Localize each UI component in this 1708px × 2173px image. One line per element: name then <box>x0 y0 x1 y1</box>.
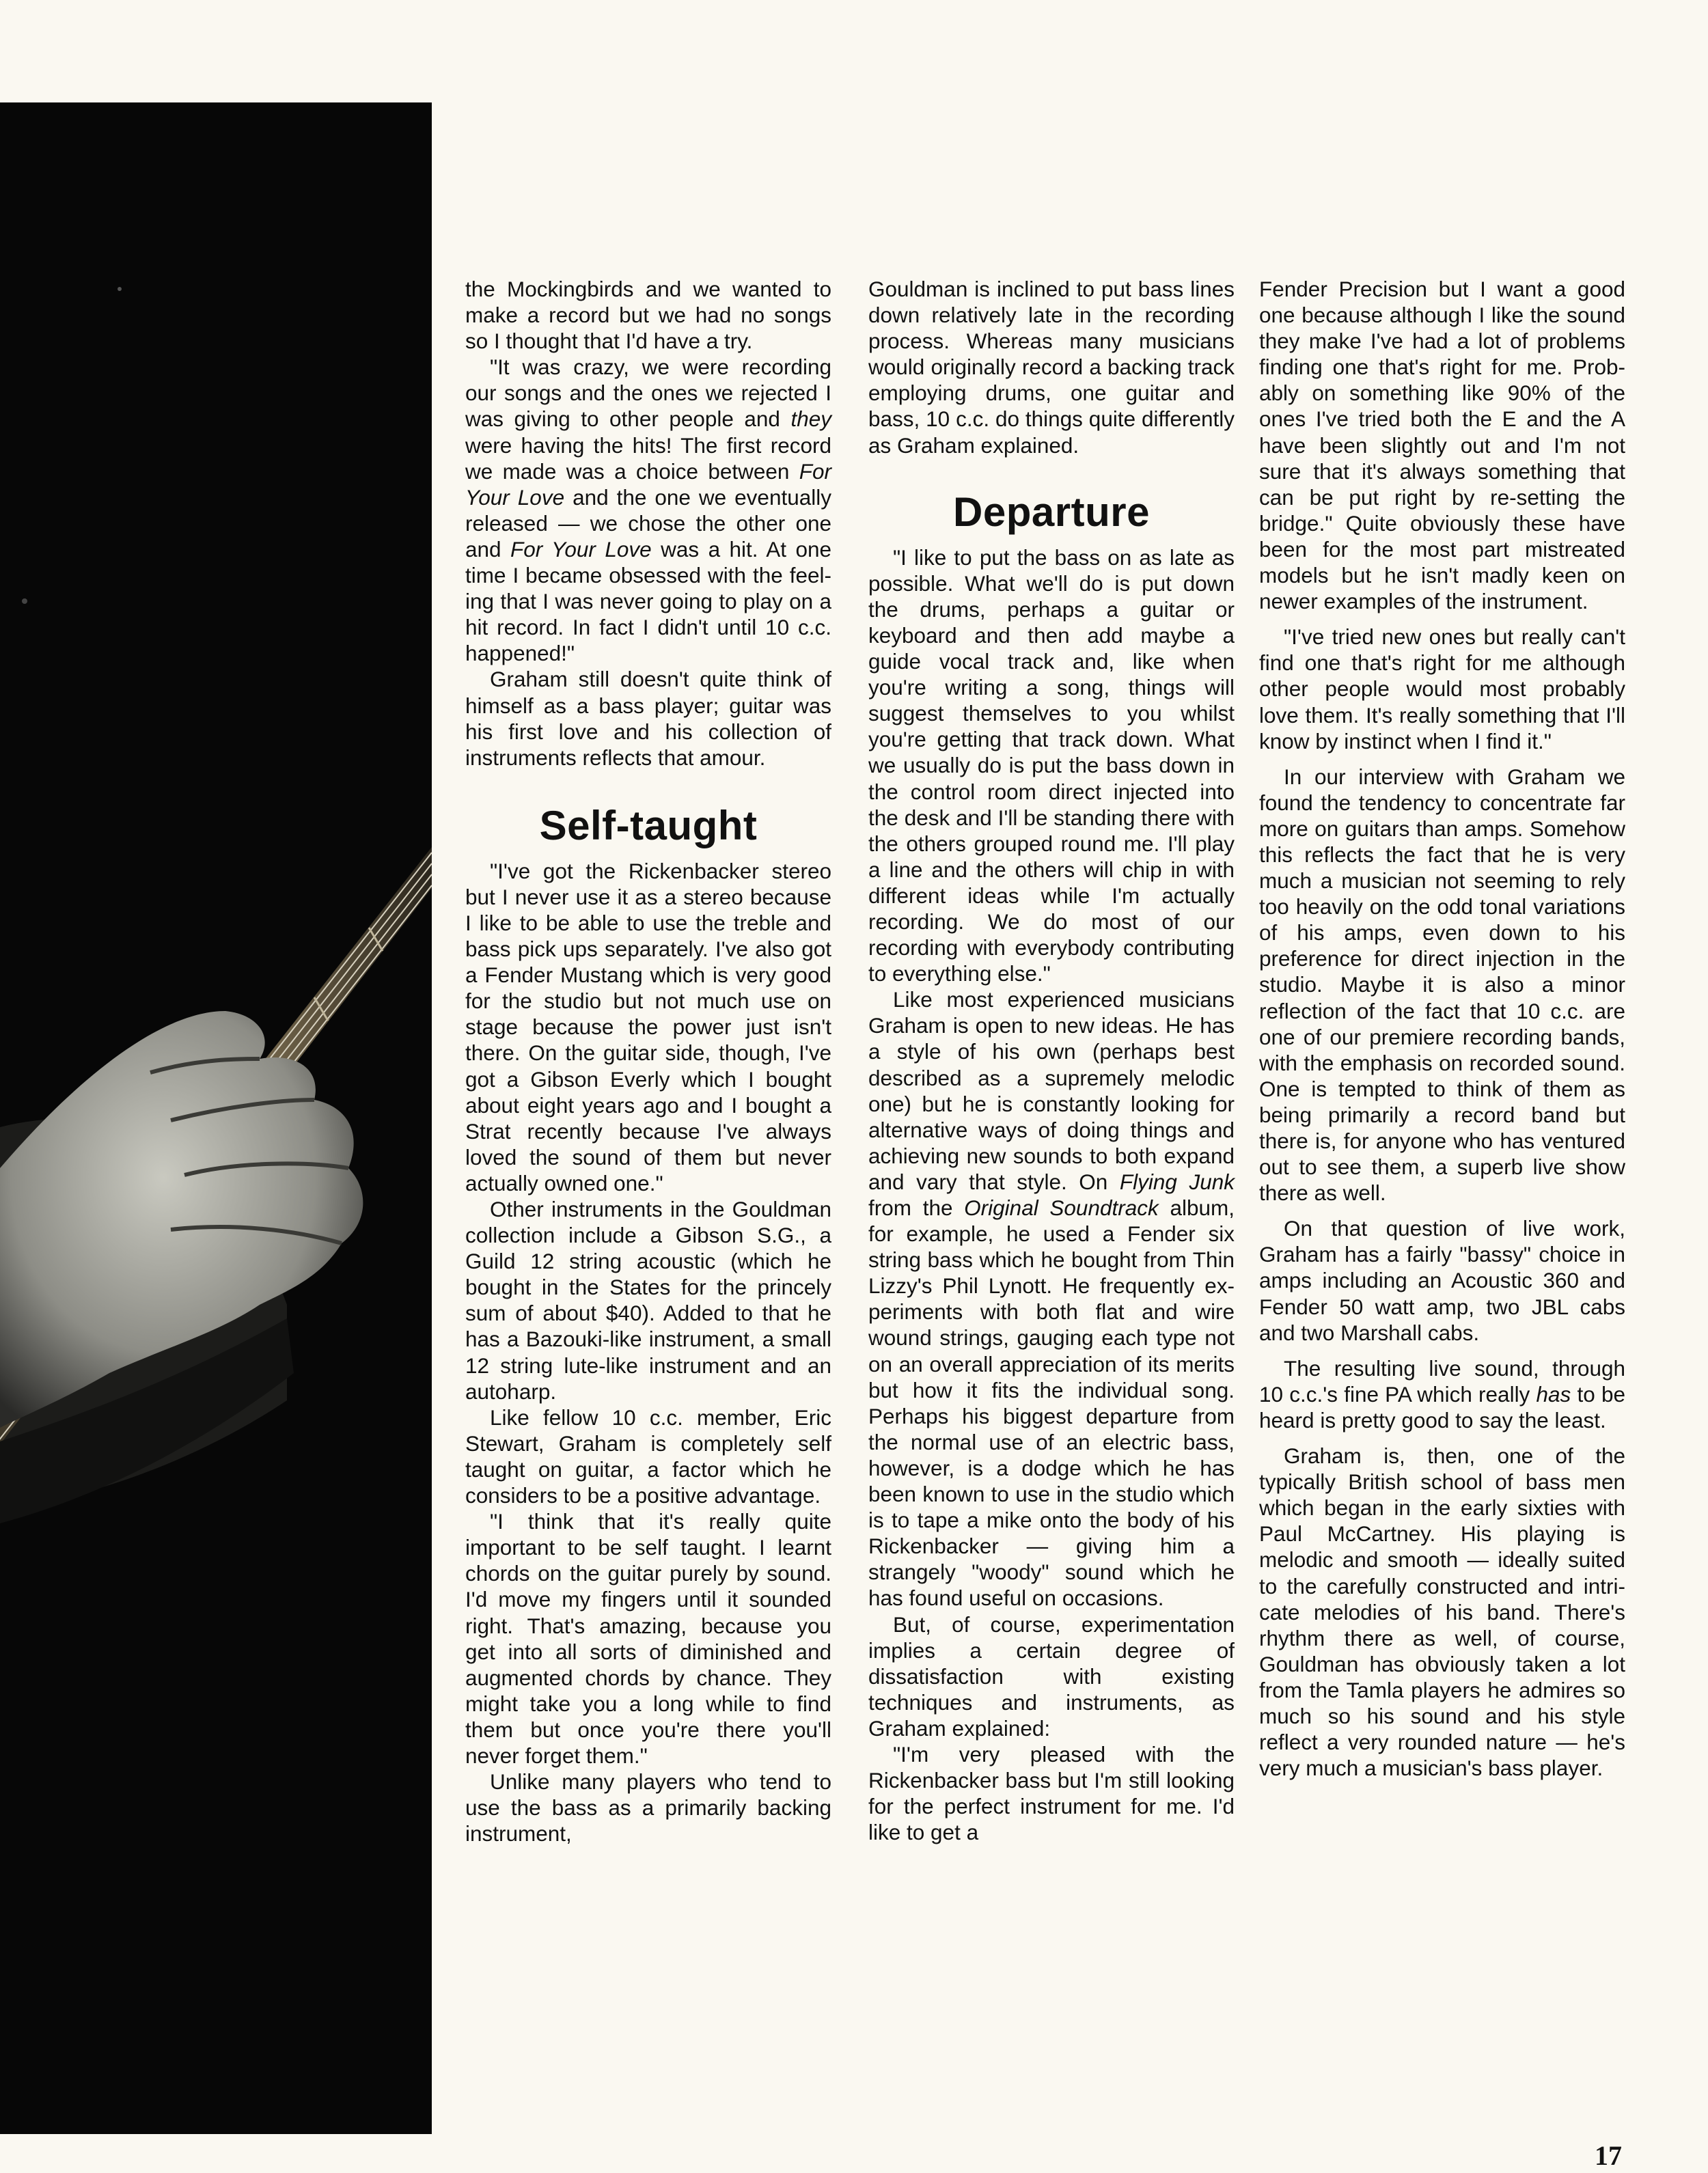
paragraph: "I like to put the bass on as late as possible. What we'll do is put down the drums, perhaps a guitar or keyboard and then add maybe a guide vocal track and, like when you're writing a song, things will suggest themselves to you whilst you're getting that track down. What we usually do is put the bass down in the control room direct injected into the desk and I'll be standing there with the others grouped round me. I'll play a line and the others will chip in with different ideas while I'm actually recording. We do most of our recording with everybody contributing to everything else." <box>868 544 1235 986</box>
bass-guitar-photo-illustration <box>0 102 432 2134</box>
paragraph: "I'm very pleased with the Rickenbacker bass but I'm still looking for the perfect instrument for me. I'd like to get a <box>868 1741 1235 1845</box>
paragraph: Graham is, then, one of the typically British school of bass men which began in the early sixties with Paul McCartney. His playing is melodic and smooth — ideally suited to the carefully constructed and intricate melodies of his band. There's rhythm there as well, of course, Gouldman has obviously taken a lot from the Tamla players he admires so much so his sound and his style reflect a very rounded nature — he's very much a musician's bass player. <box>1259 1443 1625 1781</box>
paragraph: Gouldman is inclined to put bass lines down relatively late in the recording process. Whereas many musicians would originally record a backing track employing drums, one guitar and bass, 10 c.c. do things quite differently as Graham explained. <box>868 277 1235 458</box>
paragraph: The resulting live sound, through 10 c.c.'s fine PA which really has to be heard is pretty good to say the least. <box>1259 1355 1626 1432</box>
article-column-3 <box>1259 276 1625 1781</box>
paragraph: "I've got the Rickenbacker stereo but I never use it as a stereo because I like to be able to use the treble and bass pick ups separately. I've also got a Fender Mustang which is very good for the studio but not much use on stage because the power just isn't there. On the guitar side, though, I've got a Gibson Everly which I bought about eight years ago and I bought a Strat recently because I've always loved the sound of them but never actually owned one." <box>465 858 831 1195</box>
paragraph: "I think that it's really quite important to be self taught. I learnt chords on the guitar purely by sound. I'd move my fingers until it sounded right. That's amazing, because you get into all sorts of diminished and augmented chords by chance. They might take you a long while to find them but once you're there you'll never forget them." <box>465 1509 831 1768</box>
article-column-1 <box>465 276 831 1846</box>
paragraph: In our interview with Graham we found the tendency to concentrate far more on guitars than amps. Somehow this reflects the fact that he is very much a musician not seeming to rely too heavily on the odd tonal variations of his amps, even down to his preference for direct injection in the studio. Maybe it is also a minor reflection of the fact that 10 c.c. are one of our premiere recording bands, with the emphasis on recorded sound. One is tempted to think of them as being primarily a record band but there is, for anyone who has ventured out to see them, a superb live show there as well. <box>1259 764 1625 1206</box>
paragraph: Like most experienced musicians Graham is open to new ideas. He has a style of his own (perhaps best described as a supremely melodic one) but he is constantly looking for alternative ways of doing things and achieving new sounds to both expand and vary that style. On Flying Junk from the Original Soundtrack album, for example, he used a Fender six string bass which he bought from Thin Lizzy's Phil Lynott. He frequently experiments with both flat and wire wound strings, gauging each type not on an overall appreciation of its merits but how it fits the individual song. Perhaps his biggest departure from the normal use of an electric bass, however, is a dodge which he has been known to use in the studio which is to tape a mike onto the body of his Rickenbacker — giving him a strangely "woody" sound which he has found useful on occasions. <box>868 987 1235 1611</box>
page-number: 17 <box>1595 2140 1622 2171</box>
paragraph: "I've tried new ones but really can't find one that's right for me although other people would most probably love them. It's really something that I'll know by instinct when I find it." <box>1259 624 1625 753</box>
paragraph: On that question of live work, Graham has a fairly "bassy" choice in amps including an Acoustic 360 and Fender 50 watt amp, two JBL cabs and two Marshall cabs. <box>1259 1216 1625 1345</box>
article-column-2 <box>868 276 1235 1845</box>
paragraph: Fender Precision but I want a good one because although I like the sound they make I've had a lot of problems finding one that's right for me. Probably on something like 90% of the ones I've tried both the E and the A have been slightly out and I'm not sure that it's always something that can be put right by re-setting the bridge." Quite obviously these have been for the most part mistreated models but he isn't madly keen on newer examples of the instrument. <box>1259 277 1625 614</box>
paragraph: But, of course, experimentation implies a certain degree of dissatisfaction with existing techniques and instruments, as Graham explained: <box>868 1611 1235 1741</box>
paragraph: Graham still doesn't quite think of himself as a bass player; guitar was his first love and his collection of instruments reflects that amour. <box>465 667 831 770</box>
section-heading-self-taught: Self-taught <box>539 802 758 848</box>
bass-guitar-photo <box>0 102 432 2134</box>
paragraph: Other instruments in the Gouldman collection include a Gibson S.G., a Guild 12 string acoustic (which he bought in the States for the princely sum of about $40). Added to that he has a Bazouki-like instrument, a small 12 string lute-like instrument and an autoharp. <box>465 1197 831 1404</box>
section-heading-departure: Departure <box>953 488 1150 535</box>
paragraph: Unlike many players who tend to use the bass as a primarily backing instrument, <box>465 1769 831 1846</box>
paragraph: "It was crazy, we were recording our songs and the ones we rejected I was giving to other people and they were having the hits! The first record we made was a choice between For Your Love and the one we eventually released — we chose the other one and For Your Love was a hit. At one time I became obsessed with the feeling that I was never going to play on a hit record. In fact I didn't until 10 c.c. happened!" <box>465 355 831 666</box>
paragraph: the Mockingbirds and we wanted to make a record but we had no songs so I thought that I'd have a try. <box>465 277 831 354</box>
paragraph: Like fellow 10 c.c. member, Eric Stewart, Graham is completely self taught on guitar, a factor which he considers to be a positive advantage. <box>465 1404 831 1508</box>
